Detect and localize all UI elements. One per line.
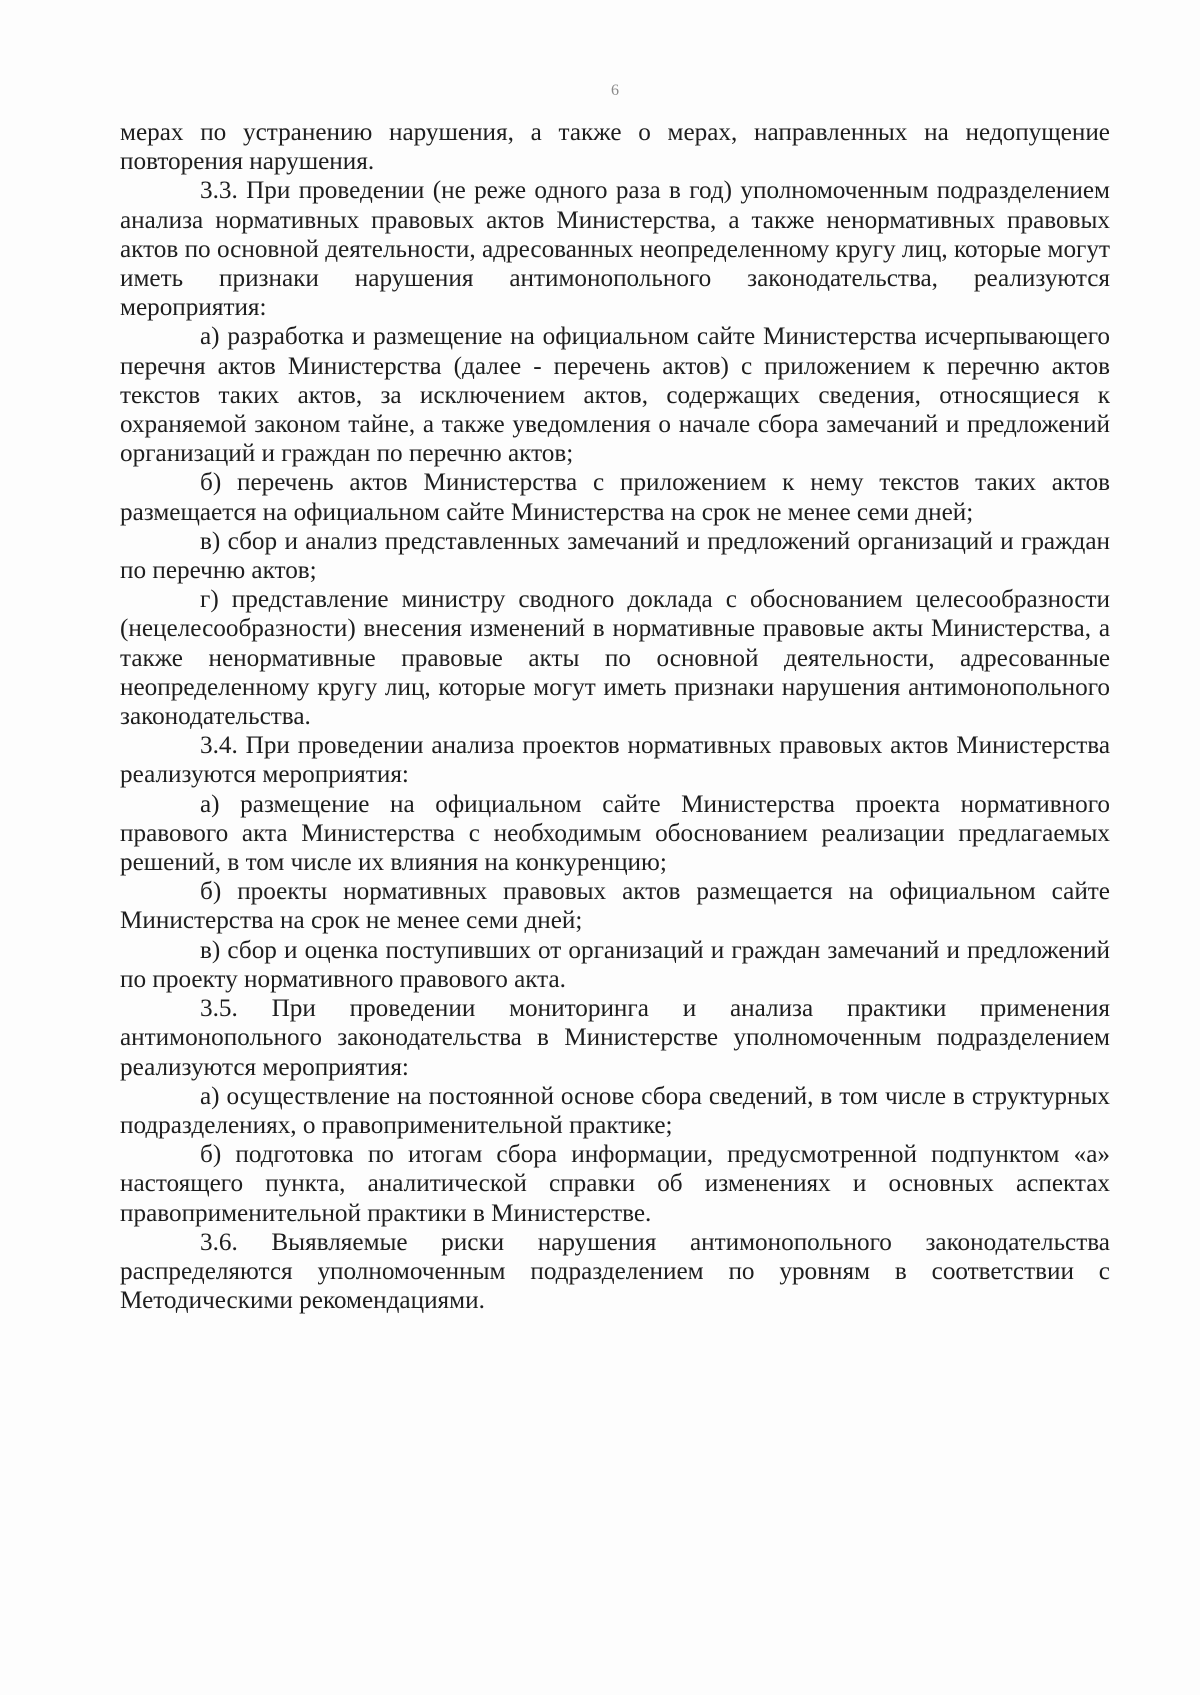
paragraph-3-6: 3.6. Выявляемые риски нарушения антимонопольного законодательства распределяются уполномоченным подразделением по уровням в соответствии с Методическими рекомендациями. (120, 1228, 1110, 1315)
paragraph-3-3-b: б) перечень актов Министерства с приложением к нему текстов таких актов размещается на официальном сайте Министерства на срок не менее семи дней; (120, 469, 1110, 526)
paragraph-3-4-v: в) сбор и оценка поступивших от организаций и граждан замечаний и предложений по проекту нормативного правового акта. (120, 936, 1110, 993)
paragraph-3-4-b: б) проекты нормативных правовых актов размещается на официальном сайте Министерства на срок не менее семи дней; (120, 878, 1110, 935)
page-number: 6 (611, 82, 619, 99)
paragraph-3-5-b: б) подготовка по итогам сбора информации, предусмотренной подпунктом «а» настоящего пункта, аналитической справки об изменениях и основных аспектах правоприменительной практики в Министерстве. (120, 1141, 1110, 1227)
paragraph-3-3-v: в) сбор и анализ представленных замечаний и предложений организаций и граждан по перечню актов; (120, 527, 1110, 585)
paragraph-3-4-a: а) размещение на официальном сайте Министерства проекта нормативного правового акта Министерства с необходимым обоснованием реализации предлагаемых решений, в том числе их влияния на конкуренцию; (120, 790, 1110, 877)
paragraph-continuation: мерах по устранению нарушения, а также о мерах, направленных на недопущение повторения нарушения. (120, 119, 1110, 176)
paragraph-3-5-a: а) осуществление на постоянной основе сбора сведений, в том числе в структурных подразделениях, о правоприменительной практике; (120, 1082, 1110, 1139)
paragraph-3-3-a: а) разработка и размещение на официальном сайте Министерства исчерпывающего перечня актов Министерства (далее - перечень актов) с приложением к перечню актов текстов таких актов, за исключением актов, содержащих сведения, относящиеся к охраняемой законом тайне, а также уведомления о начале сбора замечаний и предложений организаций и граждан по перечню актов; (120, 323, 1110, 468)
paragraph-3-3: 3.3. При проведении (не реже одного раза в год) уполномоченным подразделением анализа нормативных правовых актов Министерства, а также ненормативных правовых актов по основной деятельности, адресованных неопределенному кругу лиц, которые могут иметь признаки нарушения антимонопольного законодательства, реализуются мероприятия: (120, 177, 1110, 322)
paragraph-3-4: 3.4. При проведении анализа проектов нормативных правовых актов Министерства реализуются мероприятия: (120, 732, 1110, 789)
document-body (120, 118, 1110, 1315)
paragraph-3-3-g: г) представление министру сводного доклада с обоснованием целесообразности (нецелесообразности) внесения изменений в нормативные правовые акты Министерства, а также ненормативные правовые акты по основной деятельности, адресованные неопределенному кругу лиц, которые могут иметь признаки нарушения антимонопольного законодательства. (120, 586, 1110, 731)
paragraph-3-5: 3.5. При проведении мониторинга и анализа практики применения антимонопольного законодательства в Министерстве уполномоченным подразделением реализуются мероприятия: (120, 995, 1110, 1081)
